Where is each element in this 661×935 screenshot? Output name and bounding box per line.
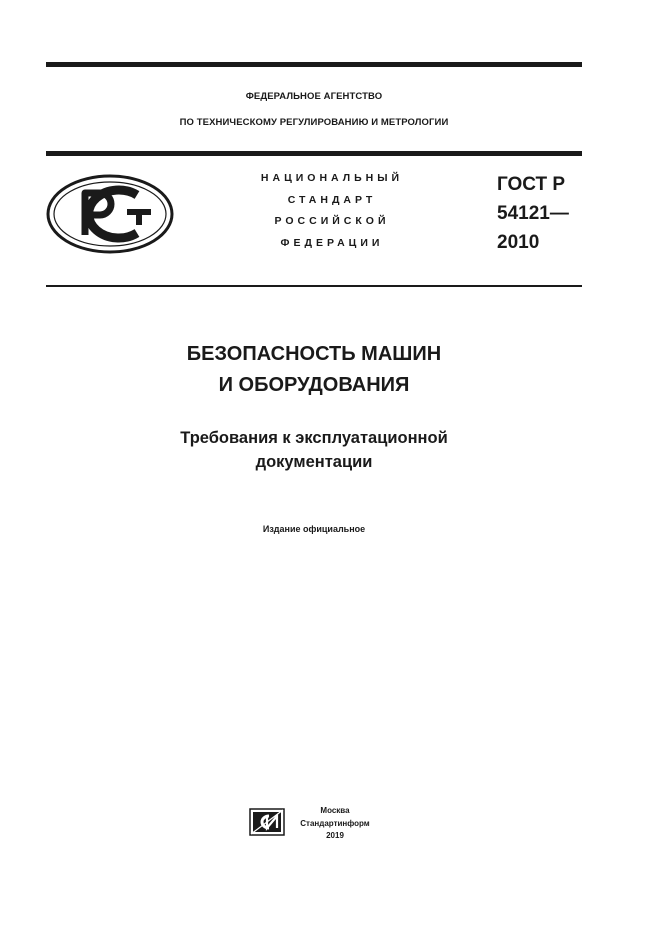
- standard-type: [232, 168, 432, 254]
- agency-line-2: ПО ТЕХНИЧЕСКОМУ РЕГУЛИРОВАНИЮ И МЕТРОЛОГИИ: [179, 117, 449, 128]
- document-title: [46, 339, 582, 401]
- standard-designation: [497, 170, 569, 257]
- standard-type-line-3: РОССИЙСКОЙ: [274, 215, 390, 227]
- publisher-block: [290, 805, 380, 843]
- standard-type-line-1: НАЦИОНАЛЬНЫЙ: [260, 172, 404, 184]
- edition-label: Издание официальное: [262, 524, 366, 534]
- subtitle-line-1: Требования к эксплуатационной: [180, 429, 448, 447]
- designation-line-2: 54121—: [497, 203, 569, 224]
- title-line-2: И ОБОРУДОВАНИЯ: [218, 374, 410, 396]
- publisher-year: 2019: [326, 831, 344, 840]
- document-subtitle: [46, 426, 582, 474]
- publisher-city: Москва: [320, 806, 350, 815]
- standard-type-line-4: ФЕДЕРАЦИИ: [280, 236, 384, 249]
- publisher-name: Стандартинформ: [300, 818, 370, 828]
- designation-line-3: 2010: [497, 232, 540, 253]
- header-rule: [46, 151, 582, 156]
- standard-type-line-2: СТАНДАРТ: [287, 193, 377, 206]
- subtitle-line-2: документации: [255, 453, 373, 471]
- designation-line-1: ГОСТ Р: [497, 174, 566, 195]
- top-rule: [46, 62, 582, 67]
- title-line-1: БЕЗОПАСНОСТЬ МАШИН: [186, 343, 442, 365]
- rst-certification-logo-icon: [45, 173, 175, 255]
- header-bottom-rule: [46, 285, 582, 287]
- standartinform-logo-icon: [249, 808, 285, 836]
- agency-line-1: ФЕДЕРАЛЬНОЕ АГЕНТСТВО: [245, 91, 383, 102]
